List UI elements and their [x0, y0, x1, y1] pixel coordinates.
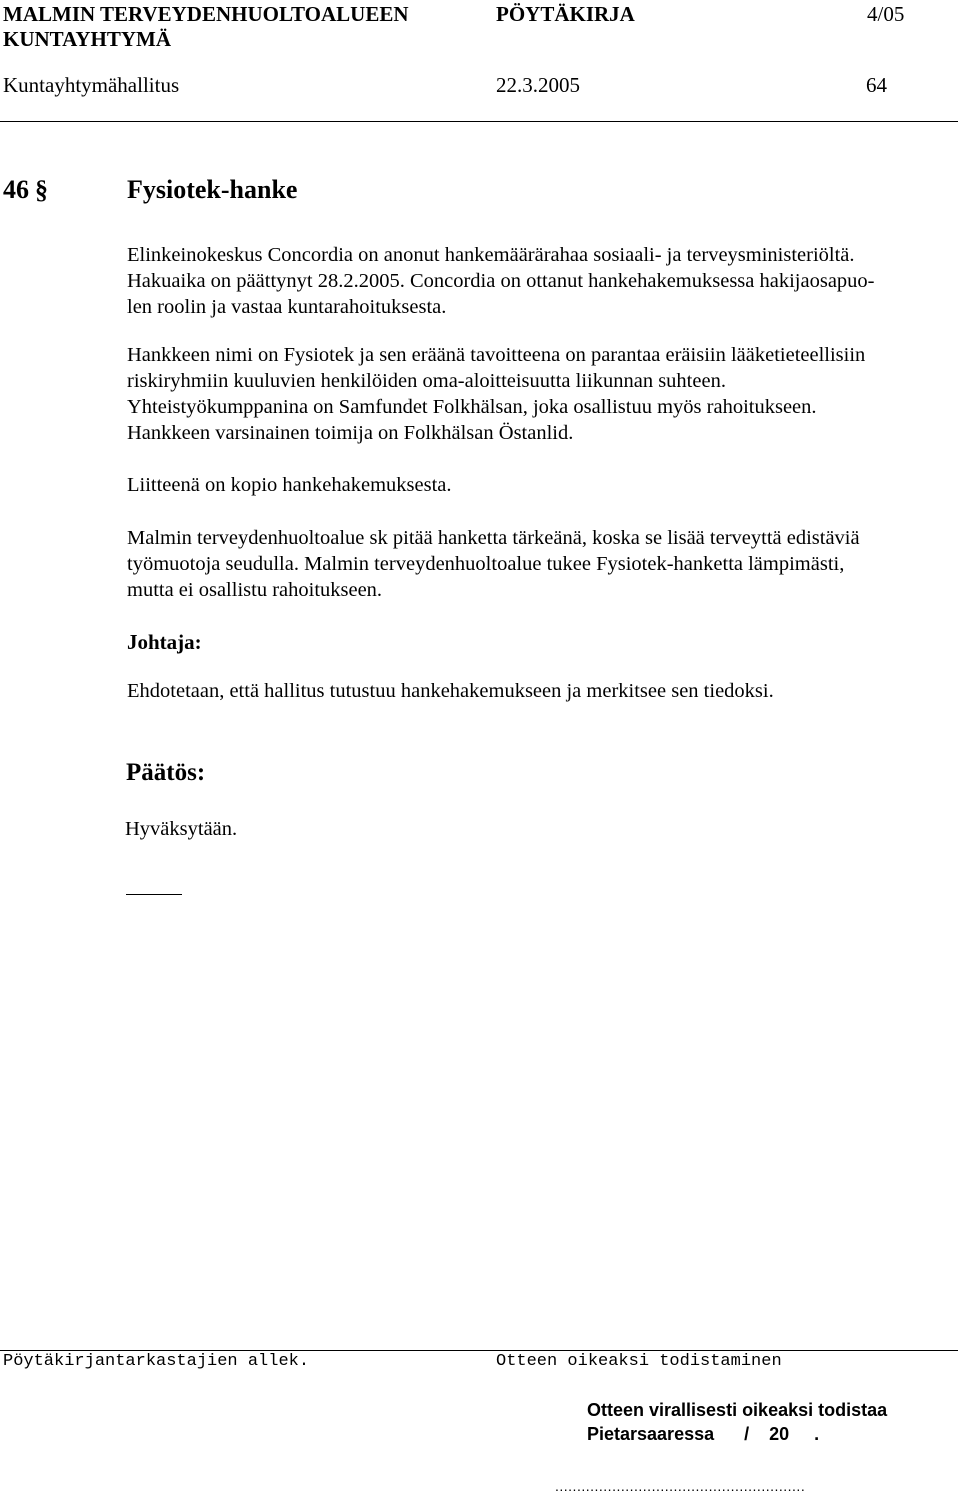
paragraph-line: Hakuaika on päättynyt 28.2.2005. Concordia on ottanut hankehakemuksessa hakijaosapuo-: [127, 270, 875, 292]
proposal-heading: Johtaja:: [127, 630, 202, 654]
doc-number: 4/05: [867, 2, 905, 26]
paragraph-line: Liitteenä on kopio hankehakemuksesta.: [127, 474, 452, 496]
doc-type: PÖYTÄKIRJA: [496, 2, 635, 26]
section-title: Fysiotek-hanke: [127, 175, 298, 204]
paragraph-line: Elinkeinokeskus Concordia on anonut hankemäärärahaa sosiaali- ja terveysministeriöltä.: [127, 244, 855, 266]
certify-line2: Pietarsaaressa / 20 .: [587, 1424, 820, 1444]
page-number: 64: [866, 73, 887, 97]
decision-heading: Päätös:: [126, 759, 206, 786]
paragraph-line: Malmin terveydenhuoltoalue sk pitää hanketta tärkeänä, koska se lisää terveyttä edistäviä: [127, 527, 860, 549]
paragraph-line: mutta ei osallistu rahoitukseen.: [127, 579, 383, 601]
section-symbol: §: [35, 175, 48, 204]
signature-line: .........................................................: [555, 1478, 806, 1494]
certify-line1: Otteen virallisesti oikeaksi todistaa: [587, 1400, 888, 1420]
proposal-text: Ehdotetaan, että hallitus tutustuu hankehakemukseen ja merkitsee sen tiedoksi.: [127, 680, 774, 702]
paragraph-line: Hankkeen nimi on Fysiotek ja sen eräänä tavoitteena on parantaa eräisiin lääketieteellisiin: [127, 344, 866, 366]
paragraph-project-description: [127, 342, 947, 446]
org-name-line1: MALMIN TERVEYDENHUOLTOALUEEN: [3, 2, 409, 26]
paragraph-background: [127, 242, 947, 320]
header-divider: [0, 121, 958, 122]
paragraph-attachment: [127, 472, 947, 498]
copy-certification-label: Otteen oikeaksi todistaminen: [496, 1352, 782, 1371]
paragraph-line: riskiryhmiin kuuluvien henkilöiden oma-aloitteisuutta liikunnan suhteen.: [127, 370, 726, 392]
section-number: 46: [3, 175, 29, 204]
paragraph-support: [127, 525, 947, 603]
paragraph-line: Yhteistyökumppanina on Samfundet Folkhälsan, joka osallistuu myös rahoitukseen.: [127, 396, 817, 418]
footer-divider: [0, 1350, 958, 1351]
paragraph-line: len roolin ja vastaa kuntarahoituksesta.: [127, 296, 447, 318]
paragraph-line: työmuotoja seudulla. Malmin terveydenhuoltoalue tukee Fysiotek-hanketta lämpimästi,: [127, 553, 845, 575]
paragraph-line: Hankkeen varsinainen toimija on Folkhälsan Östanlid.: [127, 422, 574, 444]
org-name-line2: KUNTAYHTYMÄ: [3, 27, 172, 51]
inspectors-signature-label: Pöytäkirjantarkastajien allek.: [3, 1352, 310, 1371]
decision-text: Hyväksytään.: [125, 818, 238, 840]
body-name: Kuntayhtymähallitus: [3, 73, 180, 97]
decision-end-line: [126, 894, 182, 895]
meeting-date: 22.3.2005: [496, 73, 580, 97]
